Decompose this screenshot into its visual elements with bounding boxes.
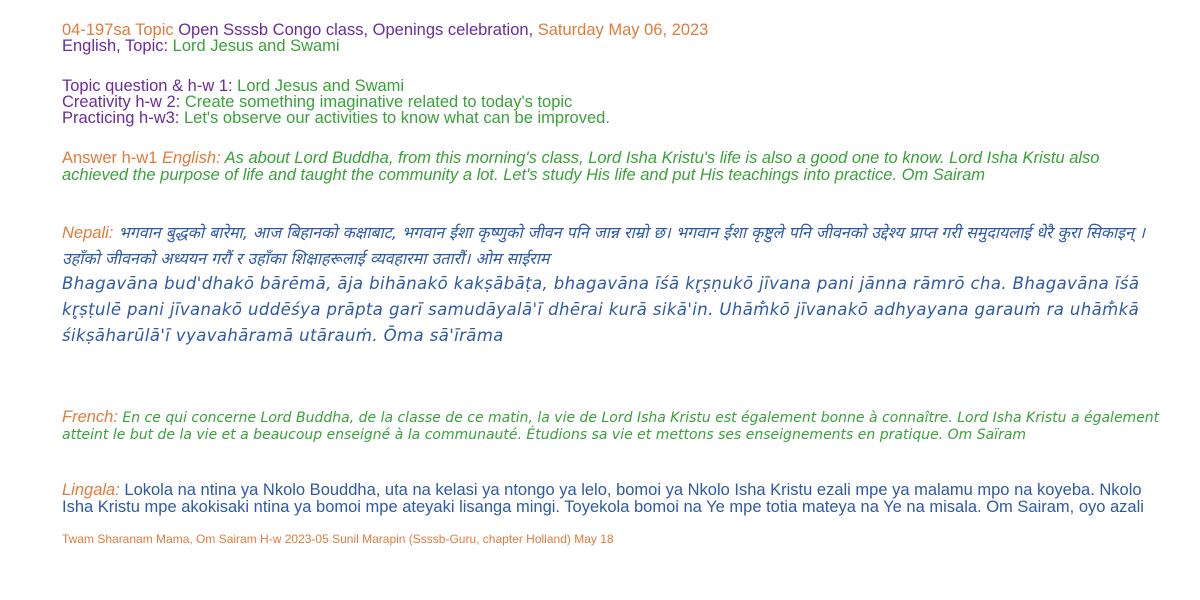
lingala-label: Lingala: xyxy=(62,481,120,499)
homework-text: Lord Jesus and Swami xyxy=(232,77,405,95)
header-topic-line xyxy=(62,38,1160,54)
lingala-body: Lokola na ntina ya Nkolo Bouddha, uta na kelasi ya ntongo ya lelo, bomoi ya Nkolo Isha Kristu ezali mpe ya malamu mpo na koyeba. Nkolo Isha Kristu mpe akokisaki ntina ya bomoi mpe ateyaki lisanga mingi. Toyekola bomoi na Ye mpe totia mateya na Ye na misala. Om Sairam, oyo azali xyxy=(62,481,1144,516)
lingala-text xyxy=(62,482,1160,515)
french-label: French: xyxy=(62,408,118,426)
nepali-label: Nepali: xyxy=(62,224,114,242)
class-code: 04-197sa Topic xyxy=(62,21,179,39)
homework-label: Topic question & h-w 1: xyxy=(62,77,233,95)
answer-body: As about Lord Buddha, from this morning's class, Lord Isha Kristu's life is also a good one to know. Lord Isha Kristu also achieved the purpose of life and taught the community a lot. Let's study His life and put His teachings into practice. Om Sairam xyxy=(62,149,1100,184)
nepali-romanized: Bhagavāna bud'dhakō bārēmā, āja bihānakō kakṣābāṭa, bhagavāna īśā kr̥ṣṇukō jīvana pani jānna rāmrō cha. Bhagavāna īśā kr̥ṣṭulē pani jīvanakō uddēśya prāpta garī samudāyalā'ī dhērai kurā sikā'in. Uhām̐kō jīvanakō adhyayana garauṁ ra uhām̐kā śikṣāharūlā'ī vyavahāramā utārauṁ. Ōma sā'īrāma xyxy=(62,274,1140,345)
answer-french xyxy=(62,409,1160,444)
homework-list xyxy=(62,78,1160,126)
homework-text: Let's observe our activities to know what can be improved. xyxy=(179,109,610,127)
french-body: En ce qui concerne Lord Buddha, de la classe de ce matin, la vie de Lord Isha Kristu est également bonne à connaître. Lord Isha Kristu a également atteint le but de la vie et a beaucoup enseigné à la communauté. Étudions sa vie et mettons ses enseignements en pratique. Om Saïram xyxy=(62,410,1160,443)
homework-label: Practicing h-w3: xyxy=(62,109,180,127)
topic-text: Lord Jesus and Swami xyxy=(168,37,340,55)
answer-lingala xyxy=(62,482,1160,515)
answer-nepali xyxy=(62,220,1160,349)
answer-english xyxy=(62,150,1160,183)
header-title-line xyxy=(62,22,1160,38)
homework-item xyxy=(62,110,1160,126)
homework-item xyxy=(62,94,1160,110)
answer-label: Answer h-w1 xyxy=(62,149,162,167)
class-date: Saturday May 06, 2023 xyxy=(533,21,709,39)
footer-signature: Twam Sharanam Mama, Om Sairam H-w 2023-05 Sunil Marapin (Ssssb-Guru, chapter Holland) May 18 xyxy=(62,532,614,546)
nepali-devanagari-text: भगवान बुद्धको बारेमा, आज बिहानको कक्षाबाट, भगवान ईशा कृष्णुको जीवन पनि जान्न राम्रो छ। भगवान ईशा कृष्टुले पनि जीवनको उद्देश्य प्राप्त गरी समुदायलाई धेरै कुरा सिकाइन् । उहाँको जीवनको अध्ययन गरौं र उहाँका शिक्षाहरूलाई व्यवहारमा उतारौं। ओम साईराम xyxy=(62,223,1146,268)
topic-label: English, Topic: xyxy=(62,37,169,55)
answer-lang-label: English: xyxy=(161,149,221,167)
homework-label: Creativity h-w 2: xyxy=(62,93,181,111)
nepali-devanagari xyxy=(62,220,1160,271)
class-title: Open Ssssb Congo class, Openings celebration, xyxy=(178,21,534,39)
french-text xyxy=(62,409,1160,444)
homework-text: Create something imaginative related to today's topic xyxy=(180,93,573,111)
header xyxy=(62,22,1160,54)
homework-item xyxy=(62,78,1160,94)
answer-english-text xyxy=(62,150,1160,183)
